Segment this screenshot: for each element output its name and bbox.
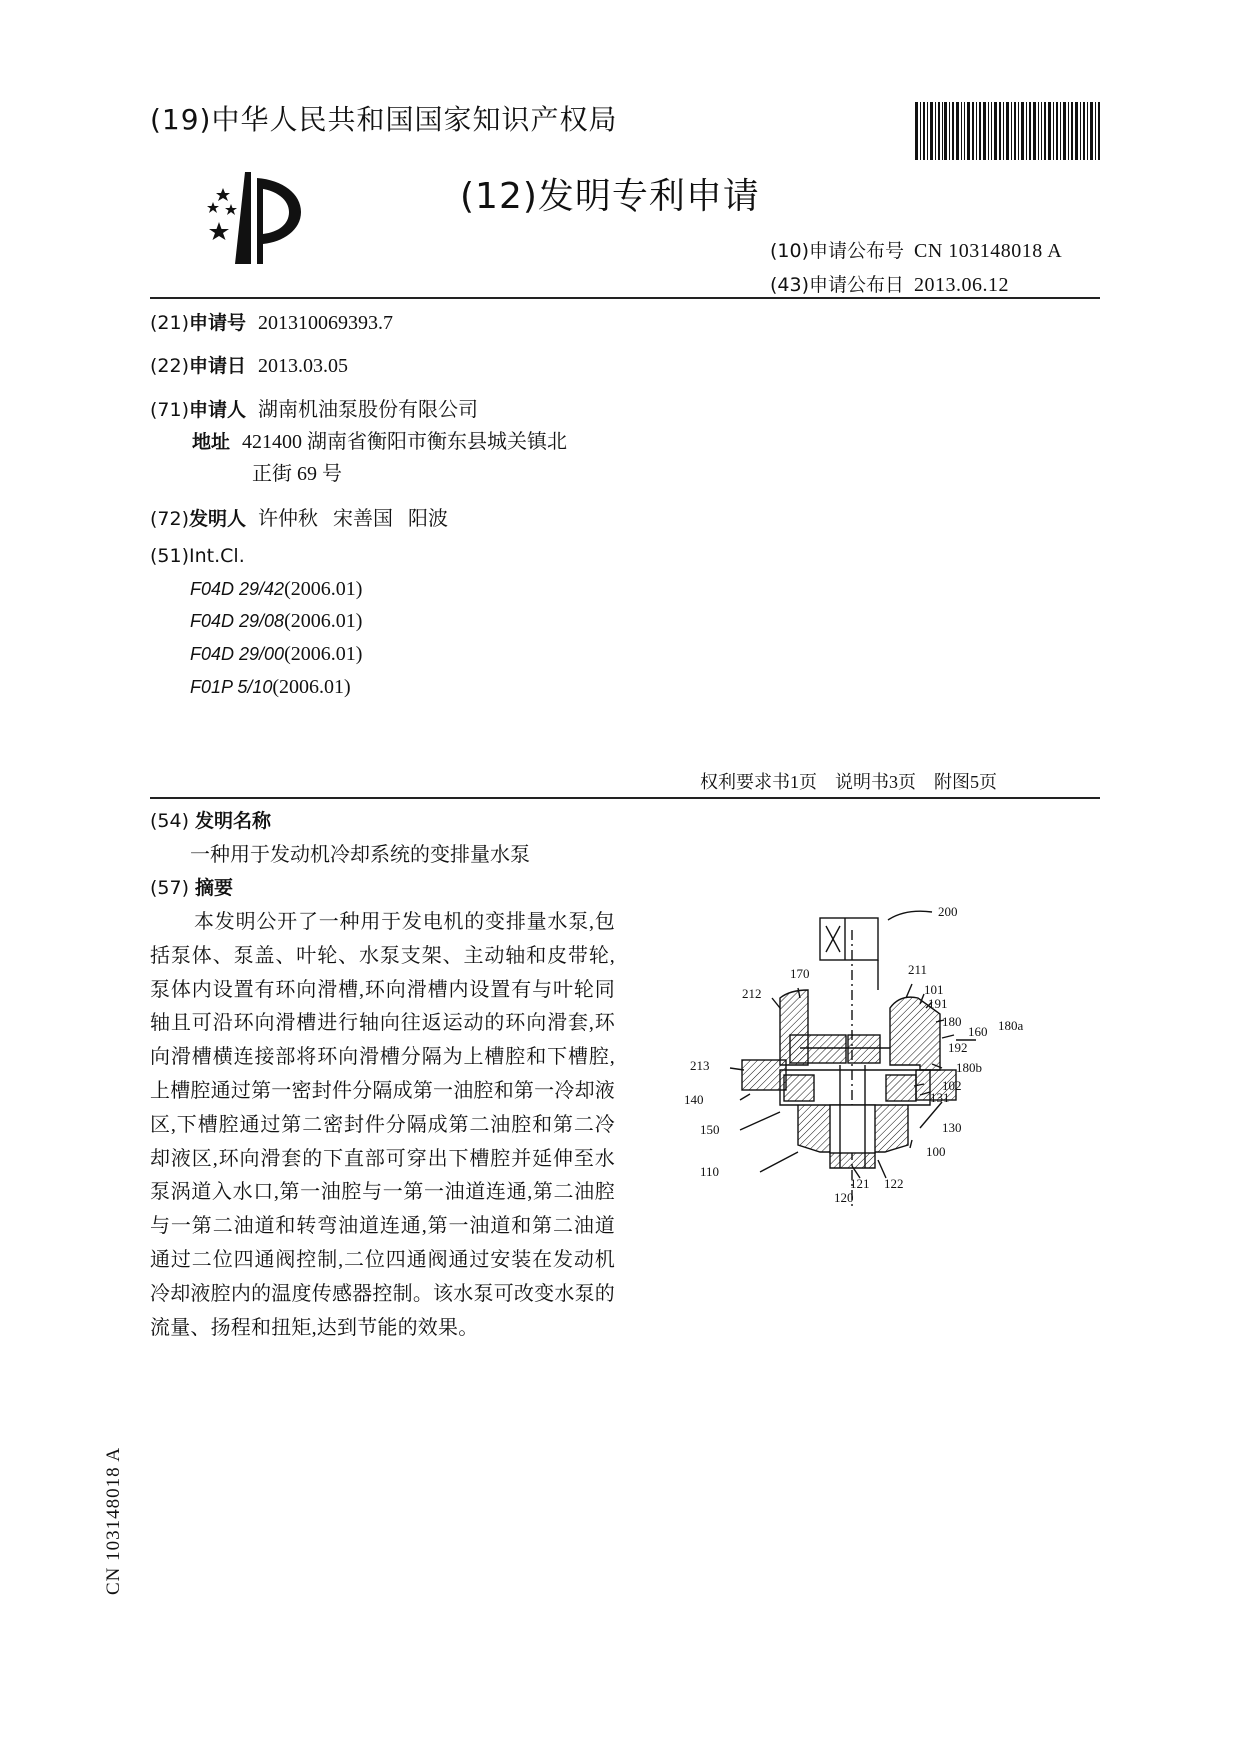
label-160: 160 <box>968 1024 988 1039</box>
applicant-name: 湖南机油泵股份有限公司 <box>258 399 479 421</box>
address-line-2-text: 正街 69 号 <box>252 463 342 485</box>
invention-title-heading <box>150 806 271 833</box>
ipc-entry <box>190 676 351 699</box>
representative-drawing <box>680 890 1080 1215</box>
label-170: 170 <box>790 966 810 981</box>
label-122: 122 <box>884 1176 904 1191</box>
field-label: 申请号 <box>189 312 247 334</box>
label-131: 131 <box>930 1090 950 1105</box>
ipc-class: F04D 29/08 <box>190 611 285 631</box>
ipc-class: F01P 5/10 <box>190 677 273 697</box>
ipc-version: (2006.01) <box>284 643 363 665</box>
address-line-2 <box>252 457 342 486</box>
field-code: (71) <box>150 399 190 421</box>
mid-rule <box>150 797 1100 799</box>
ipc-version: (2006.01) <box>284 578 363 600</box>
field-label: 发明人 <box>189 508 247 530</box>
issuing-office: (19)中华人民共和国国家知识产权局 <box>150 103 618 136</box>
label-180b: 180b <box>956 1060 982 1075</box>
label-120: 120 <box>834 1190 854 1205</box>
application-number-field <box>150 308 393 335</box>
field-label: 申请人 <box>189 399 247 421</box>
document-type: (12)发明专利申请 <box>460 176 760 217</box>
field-code: (21) <box>150 312 190 334</box>
header-rule <box>150 297 1100 299</box>
label-140: 140 <box>684 1092 704 1107</box>
barcode <box>915 102 1100 160</box>
publication-number-label: (10)申请公布号 <box>770 240 905 262</box>
publication-number-row <box>770 236 1062 263</box>
filing-date: 2013.03.05 <box>258 355 349 377</box>
application-number: 201310069393.7 <box>258 312 394 334</box>
ipc-version: (2006.01) <box>284 610 363 632</box>
field-code: (22) <box>150 355 190 377</box>
field-code: (57) <box>150 877 190 899</box>
field-code: (54) <box>150 810 190 832</box>
label-192: 192 <box>948 1040 968 1055</box>
address-field <box>192 425 567 454</box>
ipc-class: F04D 29/42 <box>190 579 285 599</box>
field-label: Int.Cl. <box>189 545 245 567</box>
publication-date: 2013.06.12 <box>914 274 1010 296</box>
address-line-1: 421400 湖南省衡阳市衡东县城关镇北 <box>242 431 568 453</box>
applicant-field <box>150 393 478 422</box>
int-cl-field <box>150 545 245 567</box>
publication-number: CN 103148018 A <box>914 240 1063 262</box>
label-130: 130 <box>942 1120 962 1135</box>
label-211: 211 <box>908 962 928 977</box>
page-counts: 权利要求书1页 说明书3页 附图5页 <box>700 772 997 792</box>
field-label: 地址 <box>192 431 231 453</box>
inventors-field <box>150 502 448 531</box>
label-101: 101 <box>924 982 944 997</box>
label-212: 212 <box>742 986 762 1001</box>
ipc-class: F04D 29/00 <box>190 644 285 664</box>
filing-date-field <box>150 351 348 378</box>
label-180: 180 <box>942 1014 962 1029</box>
invention-title: 一种用于发动机冷却系统的变排量水泵 <box>190 844 530 866</box>
field-label: 摘要 <box>195 877 234 899</box>
label-110: 110 <box>700 1164 720 1179</box>
publication-date-label: (43)申请公布日 <box>770 274 905 296</box>
ipc-version: (2006.01) <box>272 676 351 698</box>
field-code: (72) <box>150 508 190 530</box>
inventor-names: 许仲秋 宋善国 阳波 <box>258 508 449 530</box>
cnipa-logo <box>205 172 325 264</box>
label-213: 213 <box>690 1058 710 1073</box>
label-200: 200 <box>938 904 958 919</box>
publication-date-row <box>770 270 1009 297</box>
field-code: (51) <box>150 545 190 567</box>
field-label: 申请日 <box>189 355 247 377</box>
label-150: 150 <box>700 1122 720 1137</box>
abstract-heading <box>150 873 233 900</box>
label-191: 191 <box>928 996 948 1011</box>
field-label: 发明名称 <box>195 810 272 832</box>
ipc-entry <box>190 643 362 666</box>
abstract-text: 本发明公开了一种用于发电机的变排量水泵,包括泵体、泵盖、叶轮、水泵支架、主动轴和皮带轮,泵体内设置有环向滑槽,环向滑槽内设置有与叶轮同轴且可沿环向滑槽进行轴向往返运动的环向滑套,环向滑槽横连接部将环向滑槽分隔为上槽腔和下槽腔,上槽腔通过第一密封件分隔成第一油腔和第一冷却液区,下槽腔通过第二密封件分隔成第二油腔和第二冷却液区,环向滑套的下直部可穿出下槽腔并延伸至水泵涡道入水口,第一油腔与一第一油道连通,第二油腔与一第二油道和转弯油道连通,第一油道和第二油道通过二位四通阀控制,二位四通阀通过安装在发动机冷却液腔内的温度传感器控制。该水泵可改变水泵的流量、扬程和扭矩,达到节能的效果。 <box>150 911 615 1339</box>
label-100: 100 <box>926 1144 946 1159</box>
side-publication-number: CN 103148018 A <box>103 1446 124 1595</box>
label-102: 102 <box>942 1078 962 1093</box>
ipc-entry <box>190 578 362 601</box>
label-180a: 180a <box>998 1018 1024 1033</box>
ipc-entry <box>190 610 362 633</box>
label-121: 121 <box>850 1176 870 1191</box>
